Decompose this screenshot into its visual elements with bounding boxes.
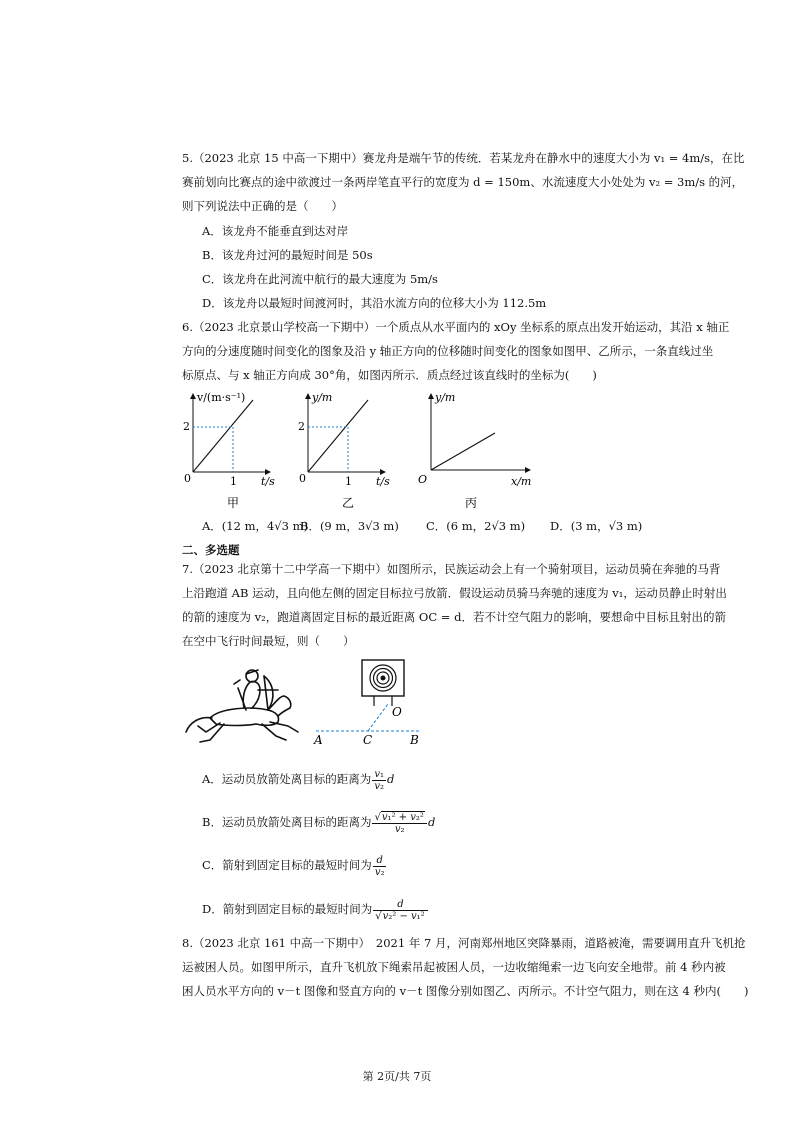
graph-jia — [183, 391, 275, 510]
q7-line4: 在空中飞行时间最短，则（ ） — [182, 634, 355, 648]
target-diagram — [308, 658, 448, 748]
q7-option-b: B．运动员放箭处离目标的距离为 $\frac{\text{√v₁² + v₂²}}{\text{v₂}}$ d — [202, 811, 436, 835]
jia-caption: 甲 — [227, 496, 240, 510]
q8-line1: 8.（2023 北京 161 中高一下期中） 2021 年 7 月，河南郑州地区突降暴雨，道路被淹，需要调用直升飞机抢 — [182, 936, 746, 950]
q7-option-c-text: C．箭射到固定目标的最短时间为 — [202, 858, 372, 872]
jia-ylabel: v/(m·s⁻¹) — [197, 391, 246, 404]
bing-caption: 丙 — [465, 496, 478, 510]
jia-xtick: 1 — [230, 475, 237, 488]
label-b: B — [410, 733, 419, 747]
target-board — [362, 660, 404, 706]
jia-xlabel: t/s — [261, 475, 275, 488]
q6-line2: 方向的分速度随时间变化的图象及沿 y 轴正方向的位移随时间变化的图象如图甲、乙所示，一条直线过坐 — [182, 344, 714, 358]
q7-line1: 7.（2023 北京第十二中学高一下期中）如图所示，民族运动会上有一个骑射项目，运动员骑在奔驰的马背 — [182, 562, 721, 576]
q8-line3: 困人员水平方向的 v－t 图像和竖直方向的 v－t 图像分别如图乙、丙所示。不计空气阻力，则在这 4 秒内( ) — [182, 984, 749, 998]
bing-origin: O — [418, 473, 428, 486]
q6-option-c: C．(6 m，2√3 m) — [426, 519, 526, 533]
yi-xlabel: t/s — [376, 475, 390, 488]
section-heading: 二、多选题 — [182, 543, 240, 557]
bing-ylabel: y/m — [435, 391, 456, 404]
q5-option-a: A．该龙舟不能垂直到达对岸 — [202, 224, 349, 238]
q7-option-c — [202, 850, 387, 880]
yi-xtick: 1 — [345, 475, 352, 488]
q6-line3: 标原点、与 x 轴正方向成 30°角，如图丙所示．质点经过该直线时的坐标为( ) — [182, 368, 597, 382]
q5-option-b: B．该龙舟过河的最短时间是 50s — [202, 248, 373, 262]
q5-option-c: C．该龙舟在此河流中航行的最大速度为 5m/s — [202, 272, 438, 286]
horse-rider-illustration — [180, 660, 310, 750]
q7-option-d-text: D．箭射到固定目标的最短时间为 — [202, 902, 373, 916]
q7-line3: 的箭的速度为 v₂，跑道离固定目标的最近距离 OC = d．若不计空气阻力的影响，要想命中目标且射出的箭 — [182, 610, 726, 624]
q5-line1: 5.（2023 北京 15 中高一下期中）赛龙舟是端午节的传统．若某龙舟在静水中的速度大小为 v₁ = 4m/s，在比 — [182, 151, 745, 165]
q7-option-b-text: B．运动员放箭处离目标的距离为 — [202, 815, 372, 829]
fraction-d-over-v2: $\frac{d}{\text{v₂}}$ — [374, 854, 385, 878]
jia-ytick: 2 — [183, 420, 190, 433]
q5-option-d: D．该龙舟以最短时间渡河时，其沿水流方向的位移大小为 112.5m — [202, 296, 547, 310]
fraction-sqrt-sum-over-v2: $\frac{\text{√v₁² + v₂²}}{\text{v₂}}$ — [372, 812, 426, 835]
fraction-v1-over-v2: $\frac{\text{v₁}}{\text{v₂}}$ — [374, 768, 384, 792]
yi-caption: 乙 — [342, 496, 355, 510]
graph-bing — [418, 391, 531, 510]
q7-option-a: A．运动员放箭处离目标的距离为 $\frac{\text{v₁}}{\text{v₂}}$ d — [202, 768, 395, 792]
q6-graphs — [175, 390, 535, 515]
label-c: C — [363, 733, 373, 747]
q6-option-d: D．(3 m，√3 m) — [550, 519, 643, 533]
q7-line2: 上沿跑道 AB 运动，且向他左侧的固定目标拉弓放箭．假设运动员骑马奔驰的速度为 v₁，运动员静止时射出 — [182, 586, 727, 600]
graph-yi — [298, 391, 390, 510]
page-footer: 第 2页/共 7页 — [362, 1070, 432, 1083]
yi-ytick: 2 — [298, 420, 305, 433]
q5-line2: 赛前划向比赛点的途中欲渡过一条两岸笔直平行的宽度为 d = 150m、水流速度大小处处为 v₂ = 3m/s 的河， — [182, 175, 744, 189]
q6-line1: 6.（2023 北京景山学校高一下期中）一个质点从水平面内的 xOy 坐标系的原点出发开始运动，其沿 x 轴正 — [182, 320, 730, 334]
q6-option-a: A．(12 m，4√3 m) — [202, 519, 308, 533]
bing-xlabel: x/m — [511, 475, 532, 488]
jia-origin: 0 — [184, 472, 191, 485]
q7-option-d — [202, 892, 429, 926]
q7-option-a-text: A．运动员放箭处离目标的距离为 — [202, 772, 372, 786]
fraction-d-over-sqrt-diff: $\frac{d}{\text{√v₂² − v₁²}}$ — [373, 899, 427, 922]
yi-ylabel: y/m — [312, 391, 333, 404]
label-a: A — [314, 733, 323, 747]
q5-line3: 则下列说法中正确的是（ ） — [182, 199, 343, 213]
label-o: O — [392, 705, 402, 719]
q8-line2: 运被困人员。如图甲所示，直升飞机放下绳索吊起被困人员，一边收缩绳索一边飞向安全地带。前 4 秒内被 — [182, 960, 726, 974]
yi-origin: 0 — [299, 472, 306, 485]
q6-option-b: B．(9 m，3√3 m) — [300, 519, 399, 533]
